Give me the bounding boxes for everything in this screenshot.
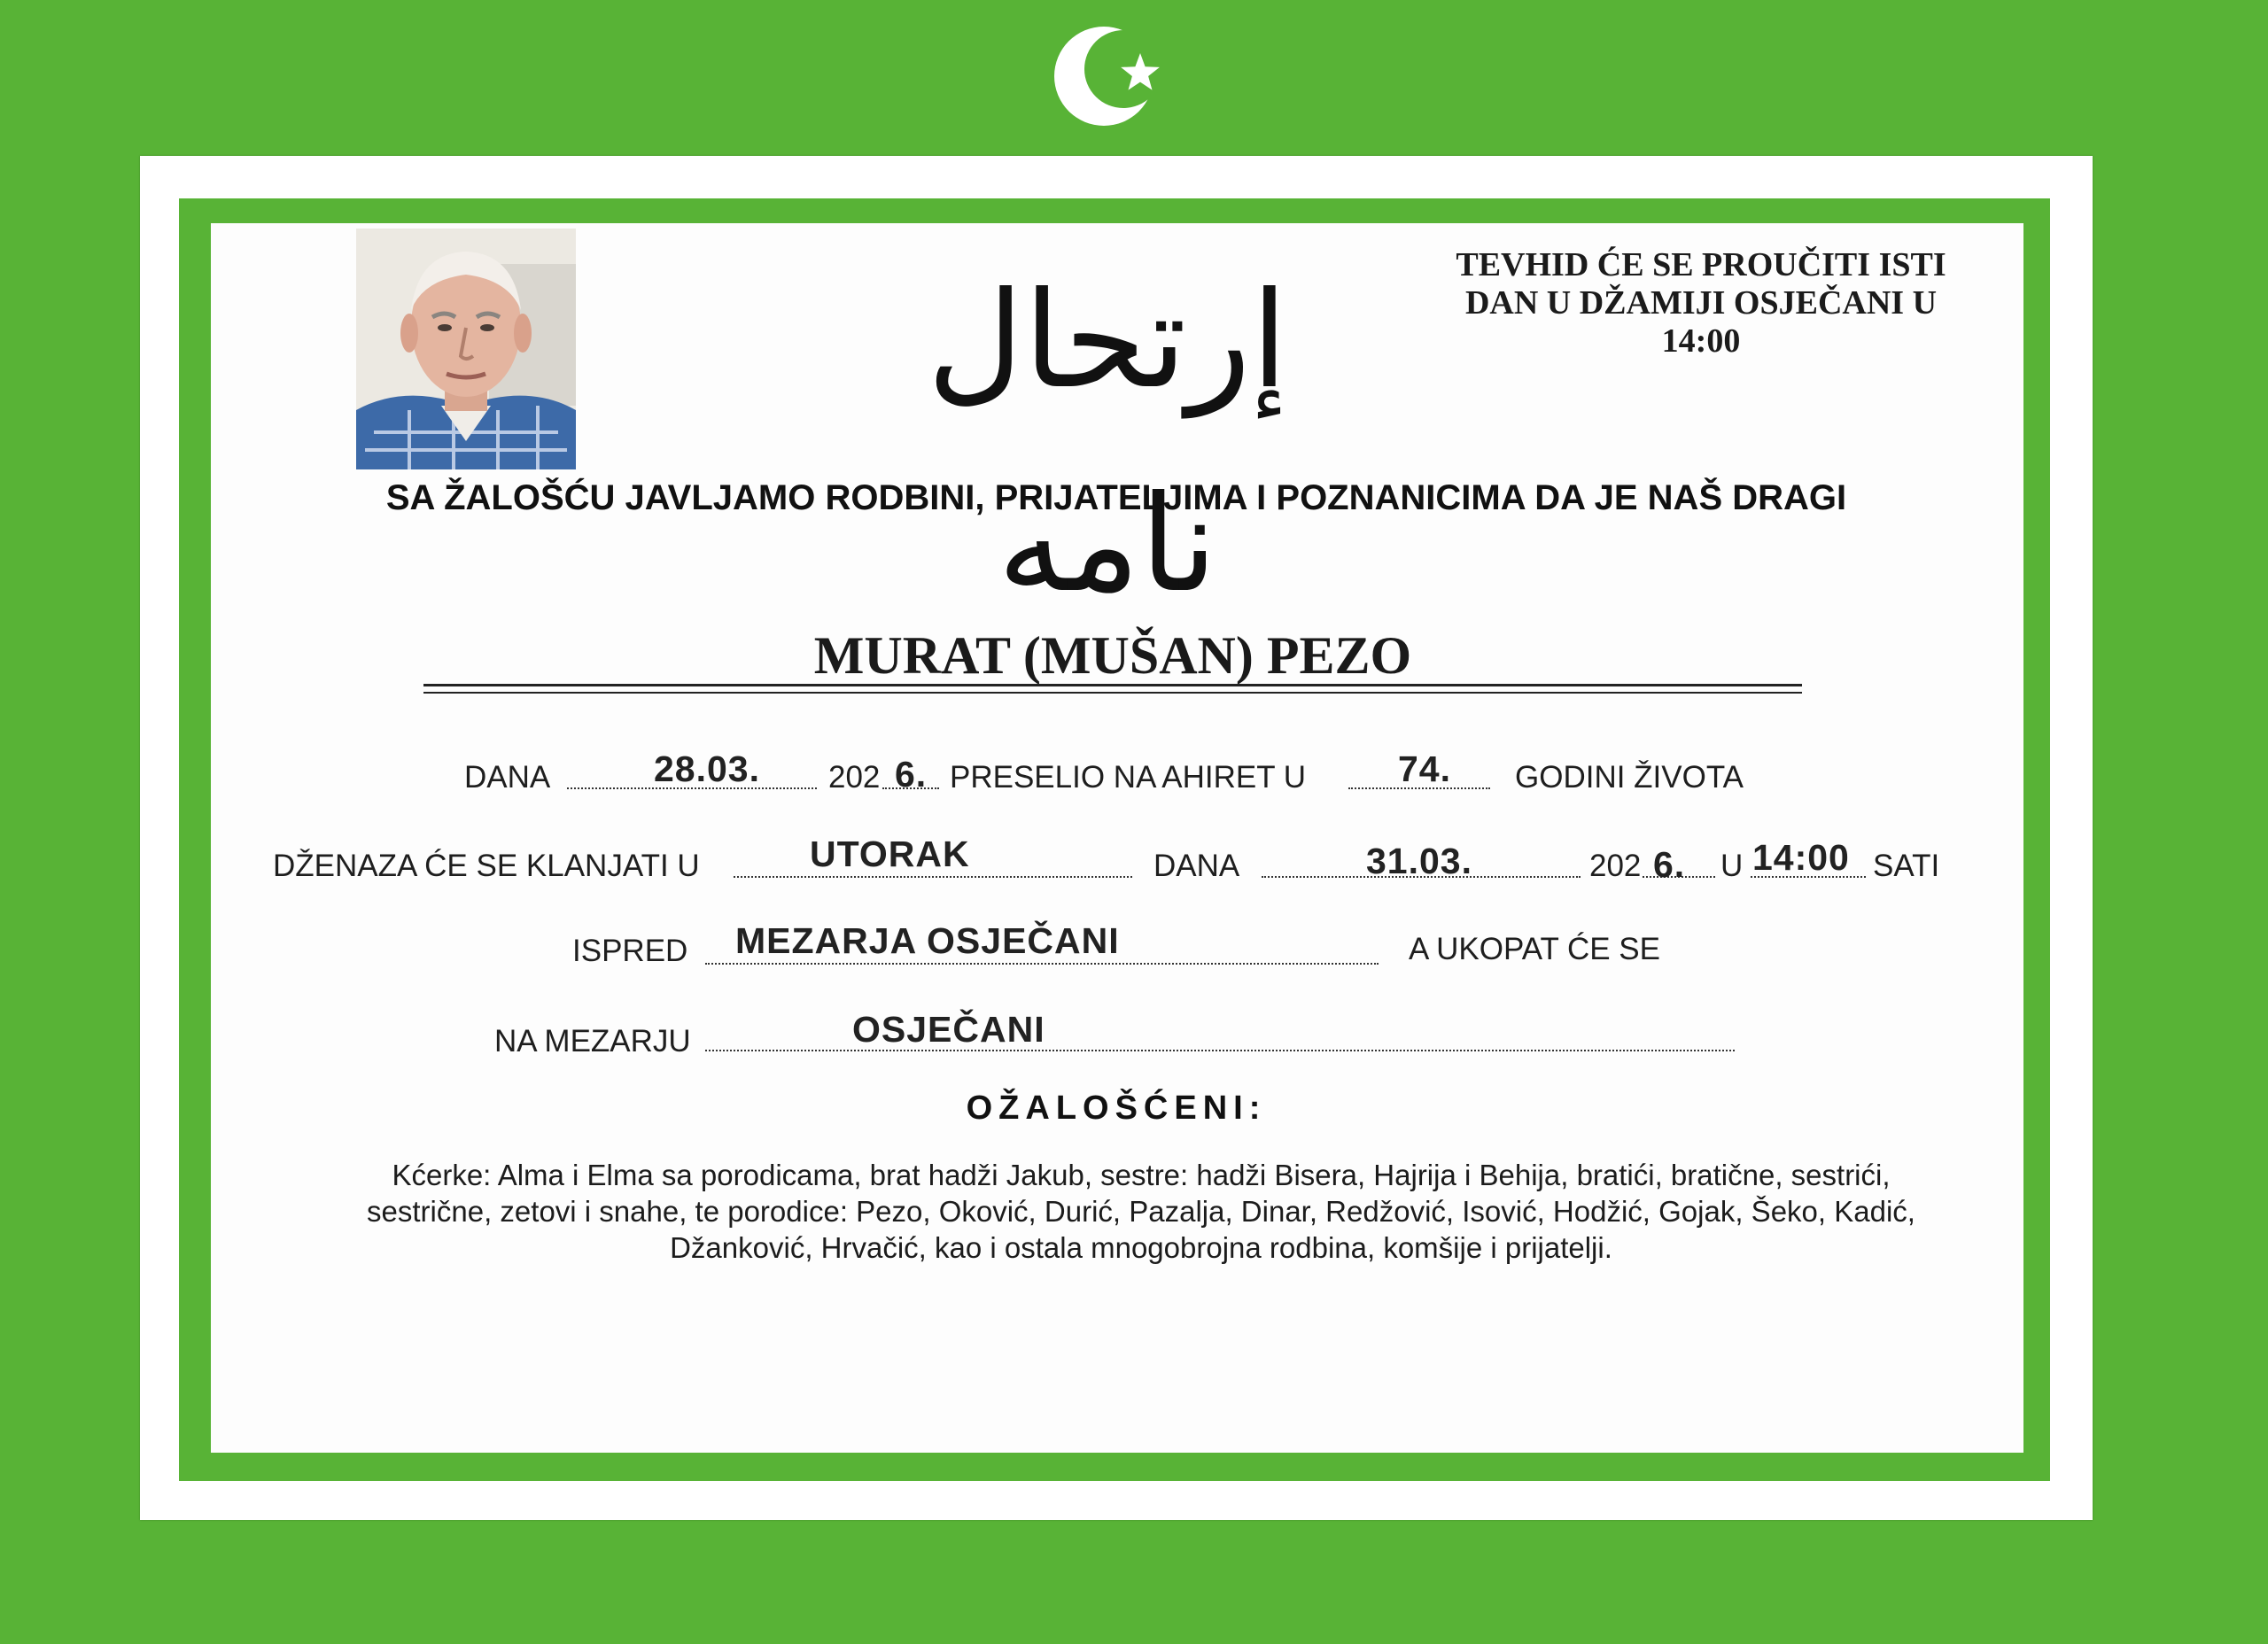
year-prefix: 202 <box>828 760 881 795</box>
mourners-line: Džanković, Hrvačić, kao i ostala mnogobrojna rodbina, komšije i prijatelji. <box>670 1231 1612 1264</box>
godini-label: GODINI ŽIVOTA <box>1515 760 1744 795</box>
ispred-dotted-line <box>705 963 1379 965</box>
mourners-heading: OŽALOŠĆENI: <box>966 1090 1267 1127</box>
ukopat-label: A UKOPAT ĆE SE <box>1409 932 1660 966</box>
tevhid-line: TEVHID ĆE SE PROUČITI ISTI <box>1456 246 1946 283</box>
age-value: 74. <box>1398 748 1451 789</box>
arabic-title: إرتحال نامه <box>927 264 1288 622</box>
tevhid-line: DAN U DŽAMIJI OSJEČANI U <box>1464 284 1938 322</box>
mourners-line: sestrične, zetovi i snahe, te porodice: Pezo, Oković, Durić, Pazalja, Dinar, Redžović, Isović, Hodžić, Gojak, Šeko, Kadić, <box>367 1195 1915 1228</box>
mezarju-dotted-line <box>705 1050 1735 1051</box>
day-dotted-line <box>734 876 1132 878</box>
deceased-portrait-photo <box>356 229 576 469</box>
funeral-time-value: 14:00 <box>1752 837 1850 878</box>
funeral-date-value: 31.03. <box>1366 841 1472 881</box>
death-date-value: 28.03. <box>654 748 760 789</box>
tevhid-notice <box>1418 246 1984 361</box>
death-year-digit: 6. <box>895 754 928 795</box>
crescent-star-icon <box>1045 18 1178 133</box>
mourners-list <box>264 1157 2018 1266</box>
year-prefix-2: 202 <box>1589 849 1642 883</box>
dzenaza-label: DŽENAZA ĆE SE KLANJATI U <box>273 849 700 883</box>
dana-label: DANA <box>464 760 551 795</box>
place-value: MEZARJA OSJEČANI <box>735 920 1120 961</box>
announcement-text: SA ŽALOŠĆU JAVLJAMO RODBINI, PRIJATELJIMA I POZNANICIMA DA JE NAŠ DRAGI <box>385 478 1847 517</box>
funeral-day-value: UTORAK <box>810 834 970 874</box>
deceased-name: MURAT (MUŠAN) PEZO <box>813 626 1412 685</box>
name-underline <box>423 684 1802 694</box>
tevhid-line: 14:00 <box>1661 322 1741 360</box>
ispred-label: ISPRED <box>572 934 688 968</box>
preselio-label: PRESELIO NA AHIRET U <box>950 760 1306 795</box>
mourners-line: Kćerke: Alma i Elma sa porodicama, brat hadži Jakub, sestre: hadži Bisera, Hajrija i Behija, bratići, bratične, sestrići, <box>392 1159 1891 1191</box>
sati-label: SATI <box>1873 849 1940 883</box>
cemetery-value: OSJEČANI <box>852 1009 1045 1050</box>
mezarju-label: NA MEZARJU <box>494 1024 691 1059</box>
funeral-year-digit: 6. <box>1653 844 1686 885</box>
u-label: U <box>1720 849 1744 883</box>
dana-label-2: DANA <box>1153 849 1240 883</box>
